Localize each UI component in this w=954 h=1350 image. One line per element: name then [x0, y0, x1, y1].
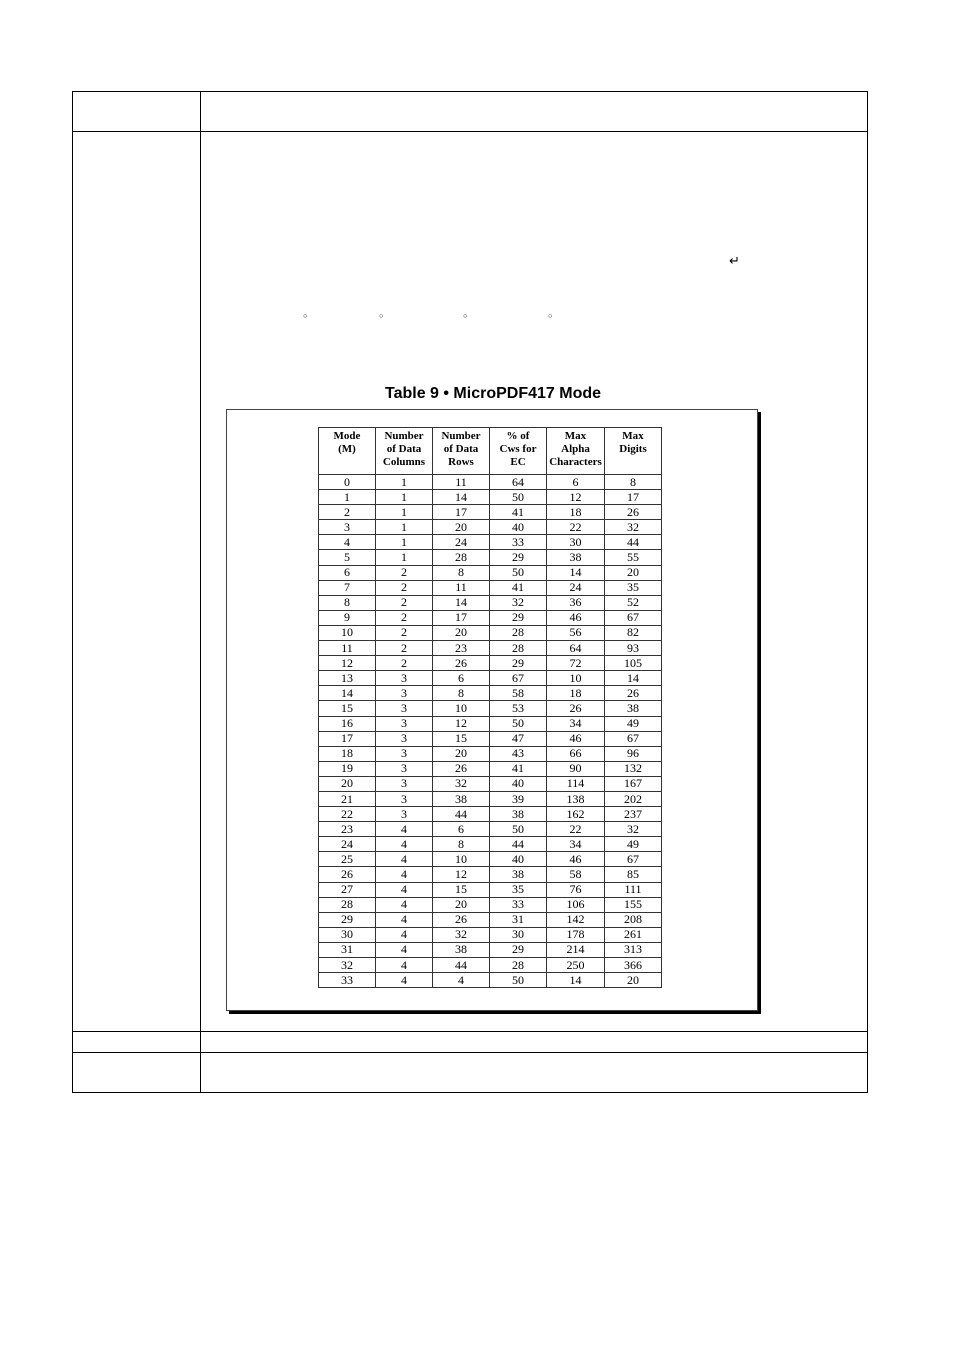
cell-max-alpha: 46: [547, 731, 605, 746]
cell-data-rows: 23: [433, 641, 490, 656]
table-row: [319, 942, 662, 957]
cell-max-alpha: 12: [547, 490, 605, 505]
cell-max-alpha: 214: [547, 942, 605, 957]
cell-mode: 23: [319, 822, 376, 837]
cell-mode: 31: [319, 942, 376, 957]
cell-data-rows: 4: [433, 973, 490, 988]
cell-data-rows: 15: [433, 731, 490, 746]
row-divider-3: [72, 1052, 867, 1053]
cell-mode: 5: [319, 550, 376, 565]
cell-max-alpha: 22: [547, 520, 605, 535]
cell-data-columns: 3: [376, 716, 433, 731]
cell-max-alpha: 114: [547, 776, 605, 791]
cell-max-digits: 55: [605, 550, 662, 565]
cell-ec-percent: 39: [490, 791, 547, 806]
cell-data-columns: 2: [376, 641, 433, 656]
cell-max-alpha: 14: [547, 565, 605, 580]
cell-ec-percent: 29: [490, 942, 547, 957]
cell-data-columns: 3: [376, 701, 433, 716]
cell-max-alpha: 14: [547, 973, 605, 988]
cell-data-rows: 10: [433, 852, 490, 867]
cell-data-rows: 6: [433, 822, 490, 837]
cell-data-columns: 4: [376, 897, 433, 912]
cell-max-alpha: 36: [547, 595, 605, 610]
cell-data-columns: 1: [376, 550, 433, 565]
label-column-divider: [200, 91, 201, 1092]
table-row: [319, 550, 662, 565]
cell-data-rows: 28: [433, 550, 490, 565]
cell-max-alpha: 24: [547, 580, 605, 595]
cell-data-rows: 20: [433, 625, 490, 640]
bullet-mark-1: ◦: [302, 310, 309, 323]
cell-max-alpha: 138: [547, 791, 605, 806]
cell-ec-percent: 38: [490, 807, 547, 822]
cell-mode: 28: [319, 897, 376, 912]
header-line: Digits: [619, 443, 647, 455]
cell-data-rows: 12: [433, 867, 490, 882]
cell-ec-percent: 28: [490, 641, 547, 656]
cell-max-digits: 8: [605, 475, 662, 490]
cell-max-alpha: 178: [547, 927, 605, 942]
cell-data-columns: 4: [376, 942, 433, 957]
cell-mode: 24: [319, 837, 376, 852]
table-row: [319, 595, 662, 610]
cell-max-digits: 208: [605, 912, 662, 927]
cell-max-alpha: 10: [547, 671, 605, 686]
table-row: [319, 716, 662, 731]
header-line: of Data: [443, 443, 479, 455]
cell-mode: 30: [319, 927, 376, 942]
cell-max-digits: 202: [605, 791, 662, 806]
header-data-rows: [433, 428, 490, 475]
cell-max-alpha: 18: [547, 686, 605, 701]
cell-data-rows: 6: [433, 671, 490, 686]
table-row: [319, 837, 662, 852]
cell-data-rows: 12: [433, 716, 490, 731]
cell-data-rows: 14: [433, 490, 490, 505]
cell-mode: 3: [319, 520, 376, 535]
cell-mode: 18: [319, 746, 376, 761]
cell-max-alpha: 162: [547, 807, 605, 822]
table-row: [319, 610, 662, 625]
cell-data-rows: 38: [433, 791, 490, 806]
cell-max-alpha: 106: [547, 897, 605, 912]
cell-data-rows: 11: [433, 475, 490, 490]
cell-data-rows: 17: [433, 505, 490, 520]
cell-mode: 21: [319, 791, 376, 806]
table-row: [319, 731, 662, 746]
cell-mode: 7: [319, 580, 376, 595]
bullet-mark-2: ◦: [378, 310, 385, 323]
cell-ec-percent: 50: [490, 973, 547, 988]
cell-data-rows: 20: [433, 897, 490, 912]
table-row: [319, 791, 662, 806]
table-row: [319, 671, 662, 686]
cell-max-alpha: 250: [547, 958, 605, 973]
cell-max-digits: 20: [605, 565, 662, 580]
table-row: [319, 852, 662, 867]
cell-max-digits: 105: [605, 656, 662, 671]
cell-data-rows: 26: [433, 912, 490, 927]
cell-data-columns: 1: [376, 490, 433, 505]
cell-mode: 29: [319, 912, 376, 927]
table-row: [319, 535, 662, 550]
header-max-alpha: [547, 428, 605, 475]
table-row: [319, 867, 662, 882]
row-divider-2: [72, 1031, 867, 1032]
cell-ec-percent: 43: [490, 746, 547, 761]
cell-max-digits: 93: [605, 641, 662, 656]
cell-data-rows: 24: [433, 535, 490, 550]
cell-max-digits: 67: [605, 852, 662, 867]
header-line: Columns: [382, 456, 426, 468]
cell-max-digits: 35: [605, 580, 662, 595]
cell-max-digits: 26: [605, 686, 662, 701]
cell-ec-percent: 29: [490, 550, 547, 565]
cell-max-alpha: 34: [547, 837, 605, 852]
cell-max-digits: 32: [605, 822, 662, 837]
cell-max-digits: 237: [605, 807, 662, 822]
header-mode: [319, 428, 376, 475]
cell-mode: 6: [319, 565, 376, 580]
cell-data-rows: 20: [433, 520, 490, 535]
cell-data-columns: 4: [376, 882, 433, 897]
cell-ec-percent: 41: [490, 761, 547, 776]
cell-max-alpha: 58: [547, 867, 605, 882]
cell-mode: 20: [319, 776, 376, 791]
header-line: Number: [384, 430, 424, 442]
table-row: [319, 746, 662, 761]
cell-max-alpha: 46: [547, 610, 605, 625]
cell-data-rows: 11: [433, 580, 490, 595]
cell-max-digits: 313: [605, 942, 662, 957]
cell-data-rows: 17: [433, 610, 490, 625]
cell-mode: 22: [319, 807, 376, 822]
table-row: [319, 958, 662, 973]
cell-max-digits: 14: [605, 671, 662, 686]
table-row: [319, 641, 662, 656]
cell-max-digits: 17: [605, 490, 662, 505]
cell-ec-percent: 40: [490, 776, 547, 791]
cell-data-columns: 3: [376, 746, 433, 761]
cell-data-columns: 3: [376, 807, 433, 822]
cell-max-digits: 132: [605, 761, 662, 776]
cell-ec-percent: 28: [490, 958, 547, 973]
table-row: [319, 897, 662, 912]
cell-data-columns: 4: [376, 973, 433, 988]
cell-data-columns: 1: [376, 535, 433, 550]
cell-mode: 27: [319, 882, 376, 897]
cell-data-columns: 4: [376, 852, 433, 867]
cell-ec-percent: 40: [490, 852, 547, 867]
cell-mode: 25: [319, 852, 376, 867]
cell-ec-percent: 44: [490, 837, 547, 852]
cell-mode: 12: [319, 656, 376, 671]
cell-ec-percent: 64: [490, 475, 547, 490]
cell-mode: 10: [319, 625, 376, 640]
table-row: [319, 505, 662, 520]
cell-data-columns: 4: [376, 822, 433, 837]
cell-data-columns: 2: [376, 565, 433, 580]
table-row: [319, 912, 662, 927]
cell-data-columns: 1: [376, 505, 433, 520]
cell-max-digits: 96: [605, 746, 662, 761]
cell-max-digits: 49: [605, 716, 662, 731]
table-row: [319, 761, 662, 776]
header-data-columns: [376, 428, 433, 475]
cell-data-rows: 10: [433, 701, 490, 716]
header-line: (M): [338, 443, 356, 455]
header-line: Max: [622, 430, 644, 442]
cell-ec-percent: 28: [490, 625, 547, 640]
cell-ec-percent: 40: [490, 520, 547, 535]
cell-mode: 4: [319, 535, 376, 550]
cell-data-columns: 4: [376, 958, 433, 973]
table-row: [319, 882, 662, 897]
cell-max-digits: 52: [605, 595, 662, 610]
cell-max-digits: 366: [605, 958, 662, 973]
table-row: [319, 807, 662, 822]
cell-max-digits: 38: [605, 701, 662, 716]
cell-ec-percent: 38: [490, 867, 547, 882]
cell-max-digits: 155: [605, 897, 662, 912]
cell-mode: 16: [319, 716, 376, 731]
bullet-mark-3: ◦: [462, 310, 469, 323]
cell-data-columns: 3: [376, 776, 433, 791]
cell-data-rows: 8: [433, 686, 490, 701]
table-row: [319, 973, 662, 988]
cell-mode: 14: [319, 686, 376, 701]
header-ec-percent: [490, 428, 547, 475]
header-line: Max: [564, 430, 587, 442]
cell-max-alpha: 34: [547, 716, 605, 731]
cell-data-columns: 3: [376, 791, 433, 806]
figure-title: Table 9 • MicroPDF417 Mode: [384, 385, 602, 402]
cell-data-columns: 2: [376, 625, 433, 640]
header-line: Rows: [448, 456, 474, 468]
cell-data-rows: 44: [433, 958, 490, 973]
header-row: [319, 428, 662, 475]
cell-mode: 19: [319, 761, 376, 776]
cell-max-alpha: 22: [547, 822, 605, 837]
cell-data-rows: 26: [433, 761, 490, 776]
cell-mode: 8: [319, 595, 376, 610]
cell-ec-percent: 41: [490, 505, 547, 520]
cell-max-alpha: 142: [547, 912, 605, 927]
table-row: [319, 565, 662, 580]
cell-ec-percent: 31: [490, 912, 547, 927]
table-row: [319, 927, 662, 942]
cell-ec-percent: 50: [490, 822, 547, 837]
cell-max-digits: 85: [605, 867, 662, 882]
cell-data-columns: 4: [376, 927, 433, 942]
cell-ec-percent: 50: [490, 716, 547, 731]
cell-data-columns: 3: [376, 686, 433, 701]
cell-data-columns: 1: [376, 475, 433, 490]
cell-max-alpha: 30: [547, 535, 605, 550]
cell-data-rows: 8: [433, 565, 490, 580]
table-row: [319, 776, 662, 791]
cell-max-alpha: 76: [547, 882, 605, 897]
cell-max-digits: 82: [605, 625, 662, 640]
table-row: [319, 580, 662, 595]
cell-mode: 11: [319, 641, 376, 656]
cell-data-rows: 26: [433, 656, 490, 671]
cell-data-columns: 2: [376, 656, 433, 671]
cell-ec-percent: 47: [490, 731, 547, 746]
cell-max-alpha: 56: [547, 625, 605, 640]
cell-max-digits: 111: [605, 882, 662, 897]
cell-ec-percent: 30: [490, 927, 547, 942]
table-row: [319, 625, 662, 640]
cell-max-alpha: 72: [547, 656, 605, 671]
cell-ec-percent: 33: [490, 535, 547, 550]
cell-data-rows: 15: [433, 882, 490, 897]
return-arrow-mark: ↵: [729, 254, 740, 269]
header-line: Characters: [549, 456, 602, 468]
cell-max-alpha: 18: [547, 505, 605, 520]
cell-max-alpha: 6: [547, 475, 605, 490]
cell-mode: 1: [319, 490, 376, 505]
row-divider-1: [72, 131, 867, 132]
cell-data-rows: 8: [433, 837, 490, 852]
cell-ec-percent: 58: [490, 686, 547, 701]
cell-mode: 32: [319, 958, 376, 973]
cell-data-columns: 2: [376, 595, 433, 610]
cell-data-rows: 44: [433, 807, 490, 822]
header-line: EC: [510, 456, 526, 468]
header-line: Number: [441, 430, 481, 442]
cell-ec-percent: 32: [490, 595, 547, 610]
cell-max-digits: 67: [605, 731, 662, 746]
cell-ec-percent: 53: [490, 701, 547, 716]
table-row: [319, 656, 662, 671]
cell-ec-percent: 41: [490, 580, 547, 595]
cell-mode: 0: [319, 475, 376, 490]
cell-mode: 15: [319, 701, 376, 716]
cell-data-columns: 2: [376, 580, 433, 595]
cell-ec-percent: 33: [490, 897, 547, 912]
table-row: [319, 490, 662, 505]
cell-ec-percent: 67: [490, 671, 547, 686]
table-row: [319, 520, 662, 535]
header-max-digits: [605, 428, 662, 475]
cell-ec-percent: 50: [490, 565, 547, 580]
cell-max-digits: 67: [605, 610, 662, 625]
cell-ec-percent: 29: [490, 610, 547, 625]
cell-max-digits: 49: [605, 837, 662, 852]
cell-data-columns: 4: [376, 912, 433, 927]
cell-max-alpha: 46: [547, 852, 605, 867]
cell-data-rows: 14: [433, 595, 490, 610]
cell-ec-percent: 35: [490, 882, 547, 897]
cell-max-digits: 20: [605, 973, 662, 988]
header-line: Cws for: [499, 443, 537, 455]
cell-data-columns: 2: [376, 610, 433, 625]
cell-max-digits: 44: [605, 535, 662, 550]
cell-max-digits: 261: [605, 927, 662, 942]
cell-data-columns: 4: [376, 837, 433, 852]
header-line: of Data: [386, 443, 422, 455]
cell-data-columns: 3: [376, 671, 433, 686]
header-line: Mode: [333, 430, 361, 442]
table-row: [319, 475, 662, 490]
cell-mode: 13: [319, 671, 376, 686]
header-line: Alpha: [561, 443, 590, 455]
table-row: [319, 822, 662, 837]
cell-data-columns: 3: [376, 761, 433, 776]
cell-mode: 26: [319, 867, 376, 882]
cell-max-alpha: 64: [547, 641, 605, 656]
table-row: [319, 686, 662, 701]
cell-mode: 17: [319, 731, 376, 746]
cell-max-digits: 167: [605, 776, 662, 791]
micropdf417-mode-table: [318, 427, 662, 988]
cell-max-alpha: 38: [547, 550, 605, 565]
cell-max-alpha: 90: [547, 761, 605, 776]
cell-max-alpha: 26: [547, 701, 605, 716]
cell-mode: 33: [319, 973, 376, 988]
cell-data-columns: 4: [376, 867, 433, 882]
cell-max-alpha: 66: [547, 746, 605, 761]
bullet-mark-4: ◦: [547, 310, 554, 323]
cell-data-rows: 32: [433, 927, 490, 942]
cell-data-columns: 3: [376, 731, 433, 746]
cell-ec-percent: 50: [490, 490, 547, 505]
table-row: [319, 701, 662, 716]
cell-ec-percent: 29: [490, 656, 547, 671]
header-line: % of: [506, 430, 530, 442]
cell-max-digits: 32: [605, 520, 662, 535]
cell-mode: 9: [319, 610, 376, 625]
cell-data-rows: 38: [433, 942, 490, 957]
cell-data-columns: 1: [376, 520, 433, 535]
cell-max-digits: 26: [605, 505, 662, 520]
cell-data-rows: 20: [433, 746, 490, 761]
cell-data-rows: 32: [433, 776, 490, 791]
cell-mode: 2: [319, 505, 376, 520]
